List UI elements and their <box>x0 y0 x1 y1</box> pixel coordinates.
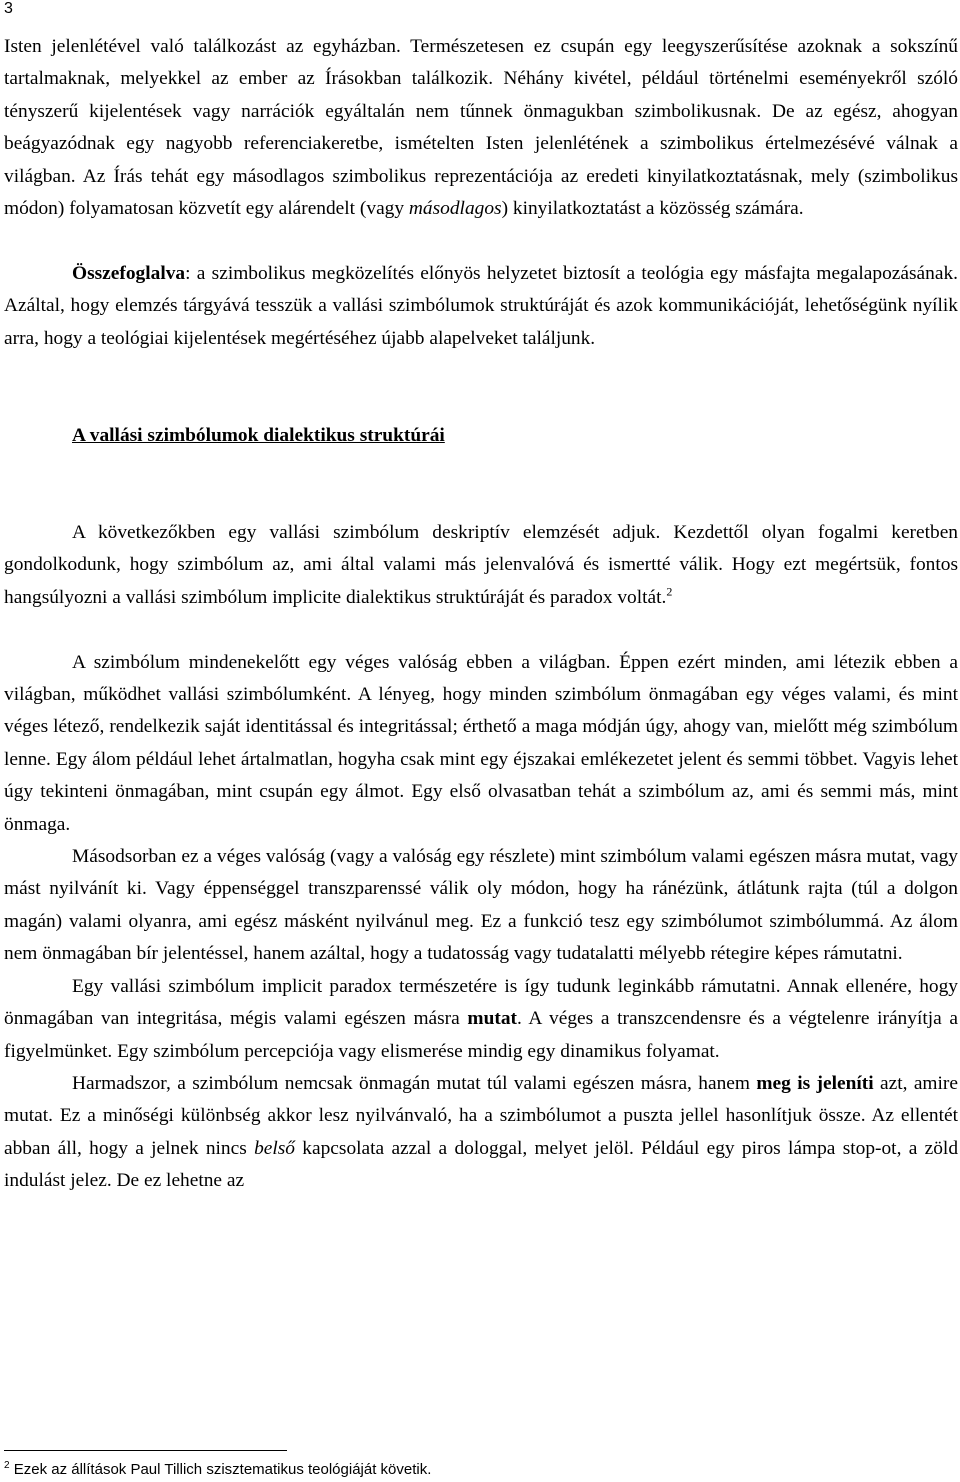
paragraph-summary <box>4 258 958 355</box>
paragraph-text: . A véges a transzcendensre és a végtelenre irányítja a figyelmünket. Egy szimbólum percepciója vagy elismerése mindig egy dinamikus folyamat. <box>4 1008 958 1062</box>
emphasis-text: másodlagos <box>408 198 502 220</box>
paragraph-text: ) kinyilatkoztatást a közösség számára. <box>501 198 804 220</box>
paragraph-text: : a szimbolikus megközelítés előnyös helyzetet biztosít a teológia egy másfajta megalapozásának. Azáltal, hogy elemzés tárgyává tesszük a vallási szimbólumok struktúráját és azok kommunikációját, lehetőségünk nyílik arra, hogy a teológiai kijelentések megértéséhez újabb alapelveket találjunk. <box>4 262 958 349</box>
summary-lead: Összefoglalva <box>72 262 186 284</box>
footnote-reference: 2 <box>666 584 673 599</box>
spacer <box>4 225 958 257</box>
paragraph-text: Isten jelenlétével való találkozást az egyházban. Természetesen ez csupán egy leegyszerűsítése azoknak a sokszínű tartalmaknak, melyekkel az ember az Írásokban találkozik. Néhány kivétel, például történelmi eseményekről szóló tényszerű kijelentések vagy narrációk egyáltalán nem tűnnek önmagukban szimbolikusnak. De az egész, ahogyan beágyazódnak egy nagyobb referenciakeretbe, ismételten Isten jelenlétének a szimbolikus értelmezésévé válnak a világban. Az Írás tehát egy másodlagos szimbolikus reprezentációja az eredeti kinyilatkoztatásnak, mely (szimbolikus módon) folyamatosan közvetít egy alárendelt (vagy <box>4 36 958 220</box>
spacer <box>4 485 958 517</box>
paragraph-text: Harmadszor, a szimbólum nemcsak önmagán mutat túl valami egészen másra, hanem <box>72 1072 757 1094</box>
spacer <box>4 387 958 419</box>
emphasis-text: belső <box>254 1137 295 1159</box>
paragraph-paradox <box>4 971 958 1068</box>
section-heading: A vallási szimbólumok dialektikus struktúrái <box>72 424 445 446</box>
spacer <box>4 452 958 484</box>
spacer <box>4 355 958 387</box>
paragraph-text: Egy vallási szimbólum implicit paradox természetére is így tudunk leginkább rámutatni. Annak ellenére, hogy önmagában van integritása, mégis valami egészen másra <box>4 975 958 1030</box>
bold-text: mutat <box>467 1008 517 1030</box>
paragraph-continuation <box>4 31 958 225</box>
page-number: 3 <box>4 0 13 17</box>
paragraph-second: Másodsorban ez a véges valóság (vagy a valóság egy részlete) mint szimbólum valami egészen másra mutat, vagy mást nyilvánít ki. Vagy éppenséggel transzparenssé válik oly módon, hogy ha ránézünk, átlátunk rajta (túl a dolgon magán) valami olyanra, ami egész másként nyilvánul meg. Ez a funkció tesz egy szimbólumot szimbólummá. Az álom nem önmagában bír jelentéssel, hanem azáltal, hogy a tudatosság vagy tudatalatti mélyebb rétegire képes rámutatni. <box>4 846 958 965</box>
paragraph-text: azt, amire mutat. Ez a minőségi különbség akkor lesz nyilvánvaló, ha a szimbólumot a puszta jellel hasonlítjuk össze. Az ellentét abban áll, hogy a jelnek nincs <box>4 1072 958 1159</box>
paragraph-intro <box>4 517 958 614</box>
footnote-number: 2 <box>4 1460 10 1471</box>
body-text <box>4 31 958 1198</box>
spacer <box>4 614 958 646</box>
paragraph-third <box>4 1068 958 1198</box>
footnote <box>4 1455 954 1481</box>
footnote-divider <box>4 1450 287 1451</box>
footnote-text: Ezek az állítások Paul Tillich szisztematikus teológiáját követik. <box>9 1461 432 1478</box>
bold-text: meg is jeleníti <box>756 1072 874 1094</box>
paragraph-first: A szimbólum mindenekelőtt egy véges valóság ebben a világban. Éppen ezért minden, ami létezik ebben a világban, működhet vallási szimbólumként. A lényeg, hogy minden szimbólum önmagában egy véges valami, és mint véges létező, rendelkezik saját identitással és integritással; érthető a maga módján úgy, ahogy van, mielőtt még szimbólum lenne. Egy álom például lehet ártalmatlan, hogyha csak mint egy éjszakai emlékezetet jelent és semmi többet. Vagyis lehet úgy tekinteni önmagában, mint csupán egy álmot. Egy első olvasatban tehát a szimbólum az, ami és semmi más, mint önmaga. <box>4 651 958 835</box>
paragraph-text: A következőkben egy vallási szimbólum deskriptív elemzését adjuk. Kezdettől olyan fogalmi keretben gondolkodunk, hogy szimbólum az, ami által valami más jelenvalóvá és ismertté válik. Hogy ezt megértsük, fontos hangsúlyozni a vallási szimbólum implicite dialektikus struktúráját és paradox voltát. <box>4 522 958 608</box>
paragraph-text: kapcsolata azzal a dologgal, melyet jelöl. Például egy piros lámpa stop-ot, a zöld indulást jelez. De ez lehetne az <box>4 1137 959 1192</box>
